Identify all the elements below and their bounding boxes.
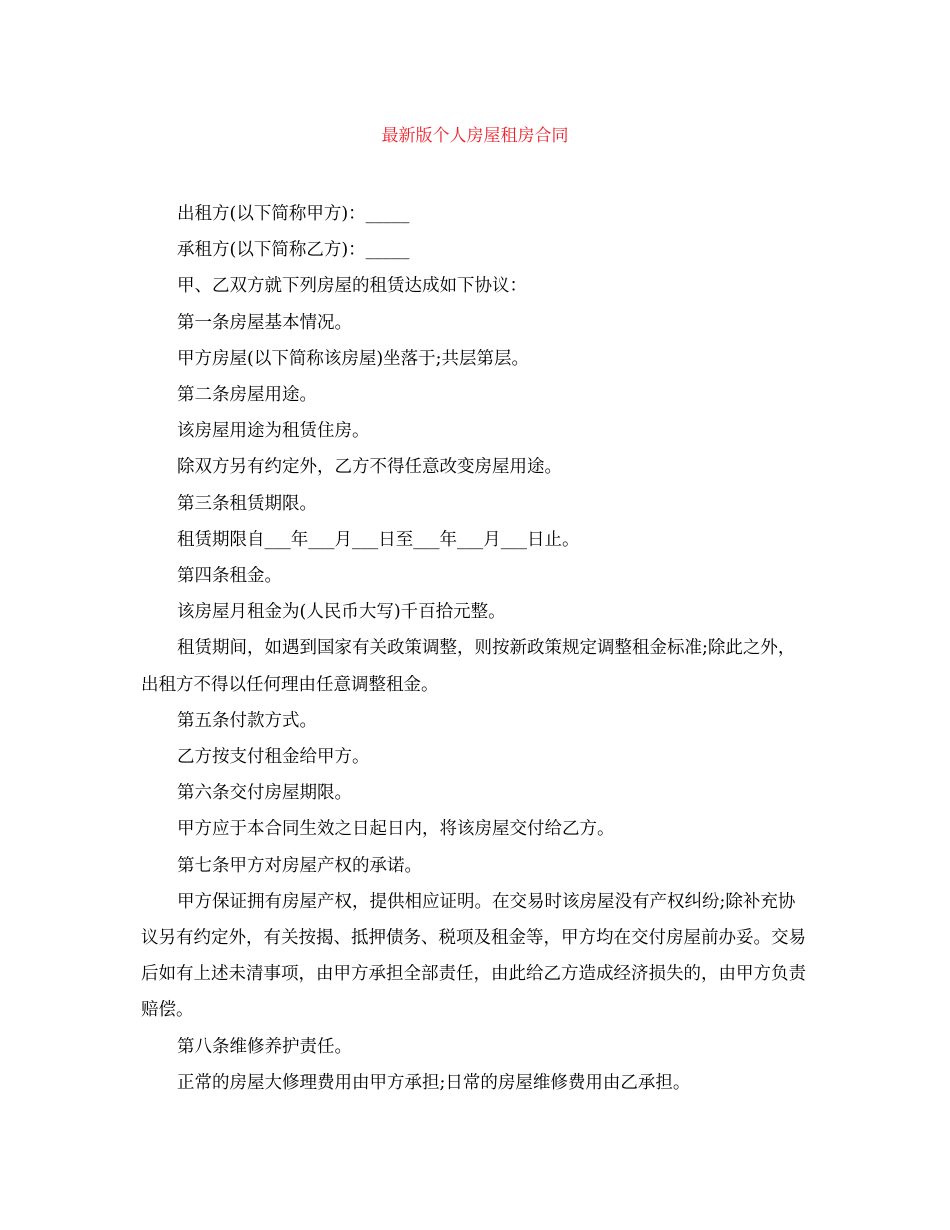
article-7-text: 甲方保证拥有房屋产权，提供相应证明。在交易时该房屋没有产权纠纷;除补充协议另有约定外，有关按揭、抵押债务、税项及租金等，甲方均在交付房屋前办妥。交易后如有上述未清事项，由甲方承担全部责任，由此给乙方造成经济损失的，由甲方负责赔偿。 bbox=[141, 891, 806, 1021]
paragraph-lessee: 承租方(以下简称乙方)：_____ bbox=[177, 240, 410, 261]
article-8-text: 正常的房屋大修理费用由甲方承担;日常的房屋维修费用由乙承担。 bbox=[177, 1072, 691, 1093]
article-4-text-2: 租赁期间，如遇到国家有关政策调整，则按新政策规定调整租金标准;除此之外，出租方不得以任何理由任意调整租金。 bbox=[141, 638, 796, 695]
article-6-text: 甲方应于本合同生效之日起日内，将该房屋交付给乙方。 bbox=[177, 819, 615, 840]
article-2-text-2: 除双方另有约定外，乙方不得任意改变房屋用途。 bbox=[177, 457, 562, 478]
paragraph-lessor: 出租方(以下简称甲方)：_____ bbox=[177, 204, 410, 224]
article-2-text-1: 该房屋用途为租赁住房。 bbox=[177, 421, 370, 442]
article-1-heading: 第一条房屋基本情况。 bbox=[177, 312, 352, 333]
article-8-heading: 第八条维修养护责任。 bbox=[177, 1036, 352, 1057]
article-3-text: 租赁期限自___年___月___日至___年___月___日止。 bbox=[177, 529, 580, 550]
article-5-heading: 第五条付款方式。 bbox=[177, 710, 317, 731]
paragraph-agreement-intro: 甲、乙双方就下列房屋的租赁达成如下协议： bbox=[177, 276, 527, 297]
article-4-heading: 第四条租金。 bbox=[177, 566, 282, 587]
document-title: 最新版个人房屋租房合同 bbox=[381, 126, 569, 146]
article-7-heading: 第七条甲方对房屋产权的承诺。 bbox=[177, 855, 422, 876]
article-6-heading: 第六条交付房屋期限。 bbox=[177, 783, 352, 804]
document-body bbox=[141, 196, 811, 1101]
article-1-text: 甲方房屋(以下简称该房屋)坐落于;共层第层。 bbox=[177, 348, 530, 369]
article-2-heading: 第二条房屋用途。 bbox=[177, 385, 317, 406]
article-4-text-1: 该房屋月租金为(人民币大写)千百拾元整。 bbox=[177, 602, 506, 623]
article-5-text: 乙方按支付租金给甲方。 bbox=[177, 747, 370, 768]
article-3-heading: 第三条租赁期限。 bbox=[177, 493, 317, 514]
